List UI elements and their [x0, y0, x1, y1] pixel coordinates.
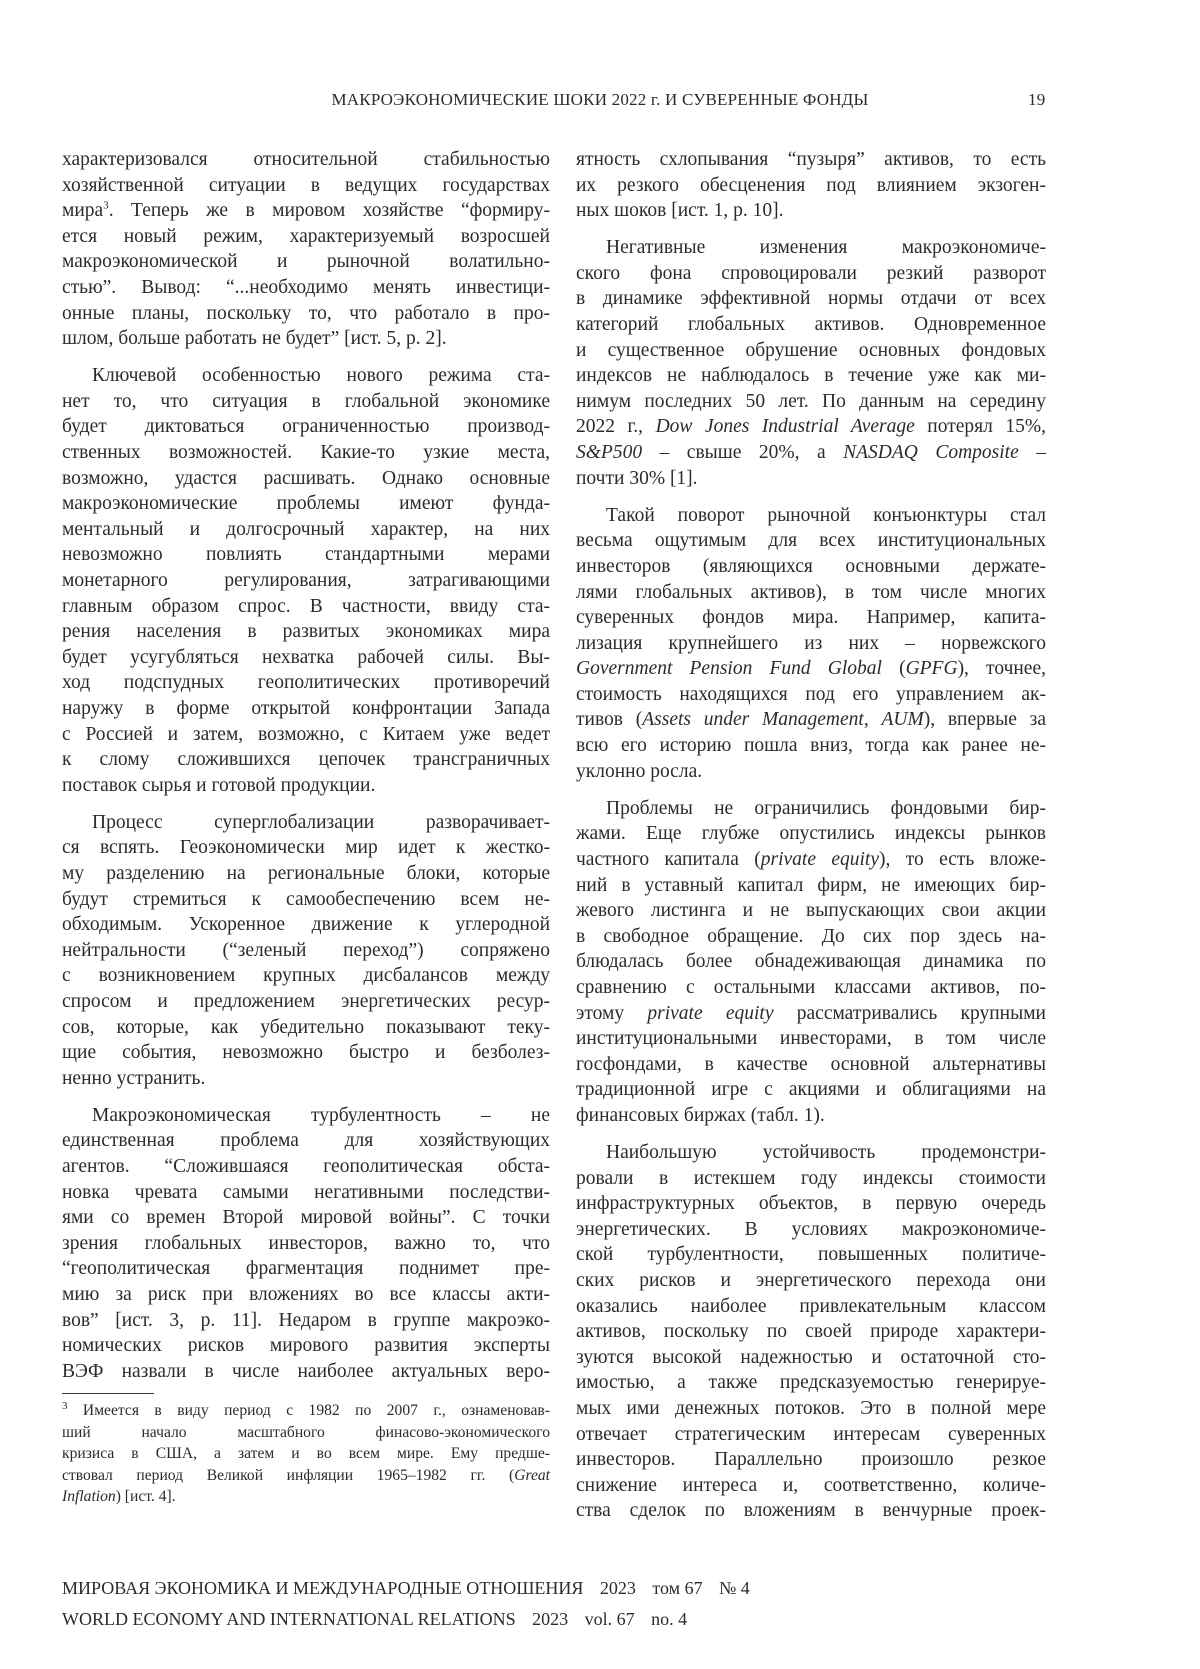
text-line: макроэкономические проблемы имеют фунда-	[62, 491, 550, 517]
text-segment: (	[882, 658, 906, 679]
italic-text: S&P500	[576, 442, 642, 463]
italic-text: NASDAQ Composite	[843, 442, 1019, 463]
text-line: ятность схлопывания “пузыря” активов, то есть	[576, 147, 1046, 173]
paragraph	[576, 796, 1046, 1129]
text-line: финансовых биржах (табл. 1).	[576, 1103, 1046, 1129]
text-line: единственная проблема для хозяйствующих	[62, 1128, 550, 1154]
paragraph	[62, 1103, 550, 1385]
text-line: нимум последних 50 лет. По данным на середину	[576, 389, 1046, 415]
text-line	[576, 656, 1046, 682]
text-line: госфондами, в качестве основной альтернативы	[576, 1052, 1046, 1078]
text-segment: ствовал период Великой инфляции 1965–1982 гг. (	[62, 1467, 514, 1484]
text-segment: частного капитала (	[576, 849, 761, 870]
running-title: МАКРОЭКОНОМИЧЕСКИЕ ШОКИ 2022 г. И СУВЕРЕННЫЕ ФОНДЫ	[0, 90, 1200, 110]
journal-name-ru: МИРОВАЯ ЭКОНОМИКА И МЕЖДУНАРОДНЫЕ ОТНОШЕНИЯ	[62, 1578, 583, 1598]
journal-issue-en: no. 4	[651, 1609, 687, 1629]
text-line: зуются высокой надежностью и остаточной сто-	[576, 1345, 1046, 1371]
text-line: ший начало масштабного финасово-экономического	[62, 1422, 550, 1444]
text-line: в свободное обращение. До сих пор здесь на-	[576, 924, 1046, 950]
text-line: лизация крупнейшего из них – норвежского	[576, 631, 1046, 657]
text-line: с Россией и затем, возможно, с Китаем уже ведет	[62, 722, 550, 748]
text-line: ственных возможностей. Какие-то узкие места,	[62, 440, 550, 466]
text-line: имостью, а также предсказуемостью генерируе-	[576, 1370, 1046, 1396]
text-line: сравнению с остальными классами активов, по-	[576, 975, 1046, 1001]
text-line: институциональными инвесторами, в том числе	[576, 1026, 1046, 1052]
journal-year-ru: 2023	[600, 1578, 636, 1598]
text-line: мых ими денежных потоков. Это в полной мере	[576, 1396, 1046, 1422]
italic-text: private equity	[761, 849, 879, 870]
footer-ru	[62, 1578, 762, 1599]
text-line: весьма ощутимым для всех институциональных	[576, 528, 1046, 554]
footnote-marker: 3	[103, 200, 109, 212]
text-line: главным образом спрос. В частности, ввиду ста-	[62, 594, 550, 620]
text-segment: 2022 г.,	[576, 416, 656, 437]
text-line: традиционной игре с акциями и облигациями на	[576, 1077, 1046, 1103]
journal-issue-ru: № 4	[719, 1578, 750, 1598]
text-line: рения населения в развитых экономиках мира	[62, 619, 550, 645]
italic-text: GPFG	[906, 658, 958, 679]
text-line: новка чревата самыми негативными последстви-	[62, 1180, 550, 1206]
text-line: кризиса в США, а затем и во всем мире. Ему предше-	[62, 1443, 550, 1465]
text-line: стоимость находящихся под его управлением ак-	[576, 682, 1046, 708]
text-line: вов” [ист. 3, p. 11]. Недаром в группе макроэко-	[62, 1308, 550, 1334]
text-line: оказались наиболее привлекательным классом	[576, 1294, 1046, 1320]
text-line: и существенное обрушение основных фондовых	[576, 338, 1046, 364]
text-line: хозяйственной ситуации в ведущих государствах	[62, 173, 550, 199]
text-segment: потерял 15%,	[915, 416, 1046, 437]
text-segment: ), то есть вложе-	[879, 849, 1046, 870]
text-line: нейтральности (“зеленый переход”) сопряжено	[62, 938, 550, 964]
footnote	[62, 1400, 550, 1508]
text-line: обходимым. Ускоренное движение к углеродной	[62, 912, 550, 938]
paragraph	[576, 235, 1046, 491]
text-line: почти 30% [1].	[576, 466, 1046, 492]
text-line: их резкого обесценения под влиянием экзоген-	[576, 173, 1046, 199]
text-segment: . Теперь же в мировом хозяйстве “формиру-	[109, 200, 550, 221]
italic-text: private equity	[647, 1003, 773, 1024]
text-line	[62, 1400, 550, 1422]
paragraph	[576, 503, 1046, 785]
text-line	[62, 1486, 550, 1508]
text-line: инвесторов. Параллельно произошло резкое	[576, 1447, 1046, 1473]
text-line: возможно, удастся расшивать. Однако основные	[62, 466, 550, 492]
italic-text: Assets under Management	[642, 709, 864, 730]
text-line: снижение интереса и, соответственно, количе-	[576, 1473, 1046, 1499]
text-segment: ), впервые за	[924, 709, 1046, 730]
text-line: ных шоков [ист. 1, p. 10].	[576, 198, 1046, 224]
right-column	[576, 147, 1046, 1535]
text-line	[576, 414, 1046, 440]
text-line: шлом, больше работать не будет” [ист. 5, p. 2].	[62, 326, 550, 352]
text-line: “геополитическая фрагментация поднимет пре-	[62, 1256, 550, 1282]
text-segment: ) [ист. 4].	[116, 1488, 176, 1505]
text-line: щие события, невозможно быстро и безболез-	[62, 1040, 550, 1066]
text-line: Ключевой особенностью нового режима ста-	[62, 363, 550, 389]
paragraph	[62, 363, 550, 798]
text-line: стью”. Вывод: “...необходимо менять инвестици-	[62, 275, 550, 301]
text-segment: рассматривались крупными	[774, 1003, 1046, 1024]
text-line: сов, которые, как убедительно показывают теку-	[62, 1015, 550, 1041]
text-line	[62, 198, 550, 224]
text-line: Процесс суперглобализации разворачивает-	[62, 810, 550, 836]
text-line: номических рисков мирового развития эксперты	[62, 1333, 550, 1359]
text-line	[576, 1001, 1046, 1027]
text-line: Проблемы не ограничились фондовыми бир-	[576, 796, 1046, 822]
text-line: суверенных фондов мира. Например, капита-	[576, 605, 1046, 631]
text-line: макроэкономической и рыночной волатильно-	[62, 249, 550, 275]
text-line: ской турбулентности, повышенных политиче-	[576, 1242, 1046, 1268]
footer-en	[62, 1609, 699, 1630]
text-line: будут стремиться к самообеспечению всем не-	[62, 887, 550, 913]
text-line: ментальный и долгосрочный характер, на них	[62, 517, 550, 543]
text-line: ненно устранить.	[62, 1066, 550, 1092]
text-line: наружу в форме открытой конфронтации Запада	[62, 696, 550, 722]
text-line: ход подспудных геополитических противоречий	[62, 670, 550, 696]
footnote-divider	[62, 1393, 154, 1394]
paragraph	[62, 810, 550, 1092]
text-line	[576, 440, 1046, 466]
text-segment: мира	[62, 200, 103, 221]
text-line: будет усугубляться нехватка рабочей силы. Вы-	[62, 645, 550, 671]
text-line: нет то, что ситуация в глобальной экономике	[62, 389, 550, 415]
text-segment: – свыше 20%, а	[642, 442, 843, 463]
journal-year-en: 2023	[532, 1609, 568, 1629]
italic-text: Dow Jones Industrial Average	[656, 416, 915, 437]
text-line	[576, 707, 1046, 733]
text-line: в динамике эффективной нормы отдачи от всех	[576, 286, 1046, 312]
text-line: лями глобальных активов), в том числе многих	[576, 580, 1046, 606]
text-line: спросом и предложением энергетических ресур-	[62, 989, 550, 1015]
text-line	[576, 847, 1046, 873]
text-line: к слому сложившихся цепочек трансграничных	[62, 747, 550, 773]
text-line: будет диктоваться ограниченностью производ-	[62, 414, 550, 440]
text-line: ний в уставный капитал фирм, не имеющих бир-	[576, 873, 1046, 899]
text-line: ства сделок по вложениям в венчурные проек-	[576, 1498, 1046, 1524]
text-line: онные планы, поскольку то, что работало в про-	[62, 301, 550, 327]
text-segment: –	[1019, 442, 1046, 463]
text-line: му разделению на региональные блоки, которые	[62, 861, 550, 887]
text-line: ских рисков и энергетического перехода они	[576, 1268, 1046, 1294]
left-column	[62, 147, 550, 1396]
text-segment: ,	[864, 709, 882, 730]
text-segment: Имеется в виду период с 1982 по 2007 г., ознаменовав-	[68, 1402, 551, 1419]
text-line: поставок сырья и готовой продукции.	[62, 773, 550, 799]
italic-text: AUM	[881, 709, 923, 730]
text-line: ями со времен Второй мировой войны”. С точки	[62, 1205, 550, 1231]
text-line: инвесторов (являющихся основными держате-	[576, 554, 1046, 580]
text-line: отвечает стратегическим интересам суверенных	[576, 1422, 1046, 1448]
text-line: жами. Еще глубже опустились индексы рынков	[576, 821, 1046, 847]
text-line: ВЭФ назвали в числе наиболее актуальных веро-	[62, 1359, 550, 1385]
text-line: монетарного регулирования, затрагивающими	[62, 568, 550, 594]
paragraph	[576, 1140, 1046, 1524]
text-line: Наибольшую устойчивость продемонстри-	[576, 1140, 1046, 1166]
text-line: блюдалась более обнадеживающая динамика по	[576, 949, 1046, 975]
text-line: индексов не наблюдалось в течение уже как ми-	[576, 363, 1046, 389]
text-line: уклонно росла.	[576, 759, 1046, 785]
text-line: с возникновением крупных дисбалансов между	[62, 963, 550, 989]
text-line: ется новый режим, характеризуемый возросшей	[62, 224, 550, 250]
journal-name-en: WORLD ECONOMY AND INTERNATIONAL RELATIONS	[62, 1609, 516, 1629]
text-line: Негативные изменения макроэкономиче-	[576, 235, 1046, 261]
text-line: Макроэкономическая турбулентность – не	[62, 1103, 550, 1129]
paragraph	[576, 147, 1046, 224]
text-line: жевого листинга и не выпускающих свои акции	[576, 898, 1046, 924]
text-segment: тивов (	[576, 709, 642, 730]
text-line: Такой поворот рыночной конъюнктуры стал	[576, 503, 1046, 529]
text-line: ся вспять. Геоэкономически мир идет к жестко-	[62, 835, 550, 861]
text-line	[62, 1465, 550, 1487]
text-line: невозможно повлиять стандартными мерами	[62, 542, 550, 568]
footnote-marker: 3	[62, 1400, 68, 1412]
text-line: активов, поскольку по своей природе характери-	[576, 1319, 1046, 1345]
journal-volume-ru: том 67	[652, 1578, 702, 1598]
text-line: ского фона спровоцировали резкий разворот	[576, 261, 1046, 287]
text-segment: этому	[576, 1003, 647, 1024]
text-line: энергетических. В условиях макроэкономиче-	[576, 1217, 1046, 1243]
text-line: мию за риск при вложениях во все классы акти-	[62, 1282, 550, 1308]
text-segment: ), точнее,	[958, 658, 1046, 679]
text-line: ровали в истекшем году индексы стоимости	[576, 1166, 1046, 1192]
text-line: категорий глобальных активов. Одновременное	[576, 312, 1046, 338]
italic-text: Inflation	[62, 1488, 116, 1505]
paragraph	[62, 147, 550, 352]
journal-volume-en: vol. 67	[585, 1609, 635, 1629]
text-line: агентов. “Сложившаяся геополитическая обста-	[62, 1154, 550, 1180]
page-number: 19	[1028, 90, 1045, 110]
italic-text: Government Pension Fund Global	[576, 658, 882, 679]
text-line: инфраструктурных объектов, в первую очередь	[576, 1191, 1046, 1217]
text-line: зрения глобальных инвесторов, важно то, что	[62, 1231, 550, 1257]
text-line: всю его историю пошла вниз, тогда как ранее не-	[576, 733, 1046, 759]
italic-text: Great	[514, 1467, 550, 1484]
text-line: характеризовался относительной стабильностью	[62, 147, 550, 173]
